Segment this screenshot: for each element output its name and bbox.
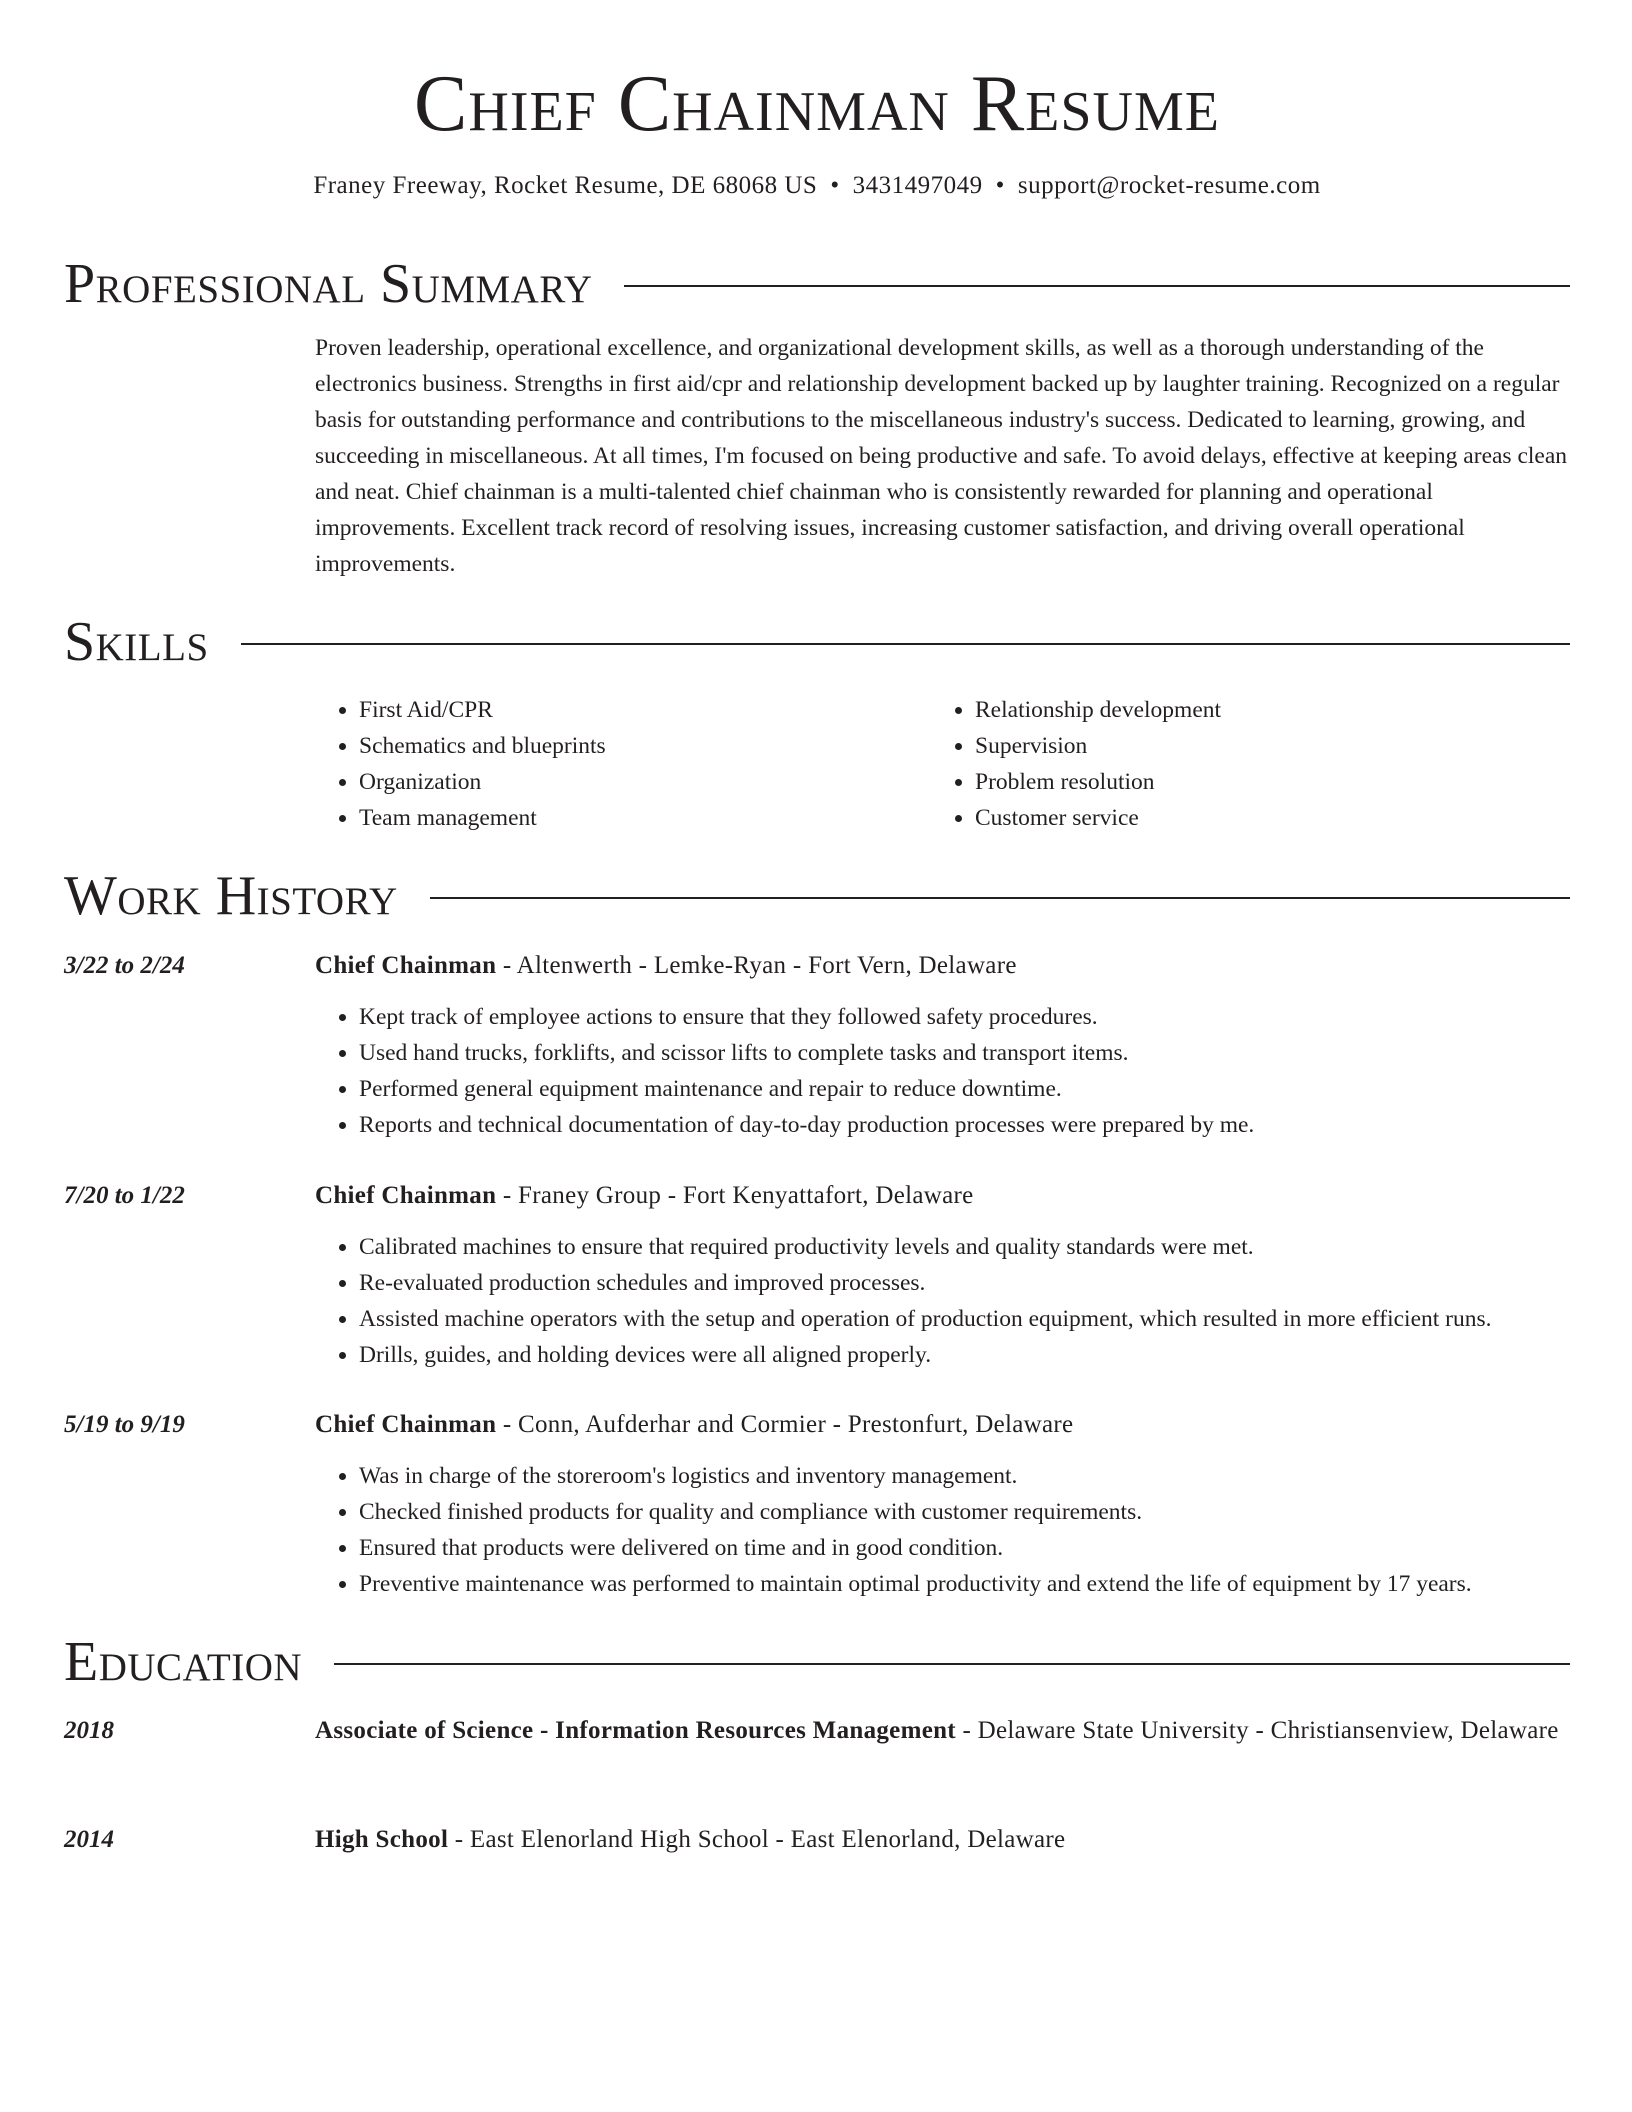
skill-item: • Supervision bbox=[975, 728, 1547, 764]
contact-phone: 3431497049 bbox=[852, 172, 983, 199]
education-details: - Delaware State University - Christiansenview, Delaware bbox=[955, 1717, 1559, 1744]
work-bullet: • Checked finished products for quality and compliance with customer requirements. bbox=[359, 1494, 1570, 1530]
work-bullet: • Reports and technical documentation of day-to-day production processes were prepared by me. bbox=[359, 1107, 1570, 1143]
skill-item: • Organization bbox=[359, 764, 931, 800]
education-details: - East Elenorland High School - East Elenorland, Delaware bbox=[448, 1826, 1066, 1853]
job-title: Chief Chainman bbox=[315, 1182, 497, 1209]
section-divider bbox=[334, 1663, 1570, 1665]
skills-grid bbox=[315, 692, 1570, 836]
skills-list-right bbox=[931, 692, 1547, 836]
skill-item: • First Aid/CPR bbox=[359, 692, 931, 728]
section-title: Professional Summary bbox=[64, 253, 593, 315]
section-divider bbox=[241, 643, 1570, 645]
job-details: - Altenwerth - Lemke-Ryan - Fort Vern, Delaware bbox=[496, 952, 1017, 979]
work-bullet: • Preventive maintenance was performed to maintain optimal productivity and extend the life of equipment by 17 years. bbox=[359, 1566, 1570, 1602]
work-bullets bbox=[315, 1229, 1570, 1373]
skill-item: • Customer service bbox=[975, 800, 1547, 836]
work-heading bbox=[315, 1406, 1570, 1444]
work-bullet: • Drills, guides, and holding devices were all aligned properly. bbox=[359, 1337, 1570, 1373]
work-bullet: • Kept track of employee actions to ensure that they followed safety procedures. bbox=[359, 999, 1570, 1035]
work-dates: 7/20 to 1/22 bbox=[64, 1182, 185, 1209]
education-entry bbox=[64, 1712, 1570, 1750]
skills-list-left bbox=[315, 692, 931, 836]
section-title: Skills bbox=[64, 611, 209, 673]
work-entry bbox=[64, 1406, 1570, 1602]
resume-title: Chief Chainman Resume bbox=[414, 60, 1220, 148]
work-history-section bbox=[64, 864, 1570, 928]
skill-item: • Team management bbox=[359, 800, 931, 836]
contact-email: support@rocket-resume.com bbox=[1017, 172, 1321, 199]
section-divider bbox=[430, 897, 1570, 899]
contact-address: Franey Freeway, Rocket Resume, DE 68068 US bbox=[313, 172, 818, 199]
education-heading bbox=[315, 1821, 1570, 1859]
work-entry bbox=[64, 947, 1570, 1143]
work-bullet: • Re-evaluated production schedules and improved processes. bbox=[359, 1265, 1570, 1301]
degree-title: Associate of Science - Information Resources Management bbox=[315, 1717, 956, 1744]
education-year: 2014 bbox=[64, 1826, 114, 1853]
work-bullet: • Assisted machine operators with the setup and operation of production equipment, which resulted in more efficient runs. bbox=[359, 1301, 1570, 1337]
section-divider bbox=[624, 285, 1570, 287]
work-heading bbox=[315, 1177, 1570, 1215]
work-bullets bbox=[315, 999, 1570, 1143]
skill-item: • Relationship development bbox=[975, 692, 1547, 728]
work-bullet: • Ensured that products were delivered on time and in good condition. bbox=[359, 1530, 1570, 1566]
education-entry bbox=[64, 1821, 1570, 1859]
job-title: Chief Chainman bbox=[315, 1411, 497, 1438]
section-title: Work History bbox=[64, 865, 398, 927]
resume-page bbox=[64, 0, 1570, 1853]
job-title: Chief Chainman bbox=[315, 952, 497, 979]
summary-text: Proven leadership, operational excellence, and organizational development skills, as well as a thorough understanding of the electronics business. Strengths in first aid/cpr and relationship development backed up by laughter training. Recognized on a regular basis for outstanding performance and contributions to the miscellaneous industry's success. Dedicated to learning, growing, and succeeding in miscellaneous. At all times, I'm focused on being productive and safe. To avoid delays, effective at keeping areas clean and neat. Chief chainman is a multi-talented chief chainman who is consistently rewarded for planning and operational improvements. Excellent track record of resolving issues, increasing customer satisfaction, and driving overall operational improvements. bbox=[315, 335, 1568, 577]
work-entry bbox=[64, 1177, 1570, 1373]
work-heading bbox=[315, 947, 1570, 985]
section-title: Education bbox=[64, 1631, 303, 1693]
skills-section bbox=[64, 610, 1570, 836]
work-bullet: • Calibrated machines to ensure that required productivity levels and quality standards were met. bbox=[359, 1229, 1570, 1265]
skill-item: • Problem resolution bbox=[975, 764, 1547, 800]
education-year: 2018 bbox=[64, 1717, 114, 1744]
skills-body bbox=[315, 692, 1570, 836]
section-heading bbox=[64, 610, 1570, 674]
section-heading bbox=[64, 252, 1570, 316]
section-heading bbox=[64, 864, 1570, 928]
work-bullets bbox=[315, 1458, 1570, 1602]
work-dates: 5/19 to 9/19 bbox=[64, 1411, 185, 1438]
contact-line bbox=[64, 170, 1570, 202]
bullet-separator: • bbox=[995, 172, 1005, 199]
degree-title: High School bbox=[315, 1826, 449, 1853]
skill-item: • Schematics and blueprints bbox=[359, 728, 931, 764]
job-details: - Conn, Aufderhar and Cormier - Prestonfurt, Delaware bbox=[496, 1411, 1074, 1438]
bullet-separator: • bbox=[830, 172, 840, 199]
education-heading bbox=[315, 1712, 1570, 1750]
work-bullet: • Was in charge of the storeroom's logistics and inventory management. bbox=[359, 1458, 1570, 1494]
work-dates: 3/22 to 2/24 bbox=[64, 952, 185, 979]
education-section bbox=[64, 1630, 1570, 1694]
work-bullet: • Performed general equipment maintenance and repair to reduce downtime. bbox=[359, 1071, 1570, 1107]
work-bullet: • Used hand trucks, forklifts, and scissor lifts to complete tasks and transport items. bbox=[359, 1035, 1570, 1071]
section-heading bbox=[64, 1630, 1570, 1694]
summary-section bbox=[64, 252, 1570, 582]
job-details: - Franey Group - Fort Kenyattafort, Delaware bbox=[496, 1182, 974, 1209]
